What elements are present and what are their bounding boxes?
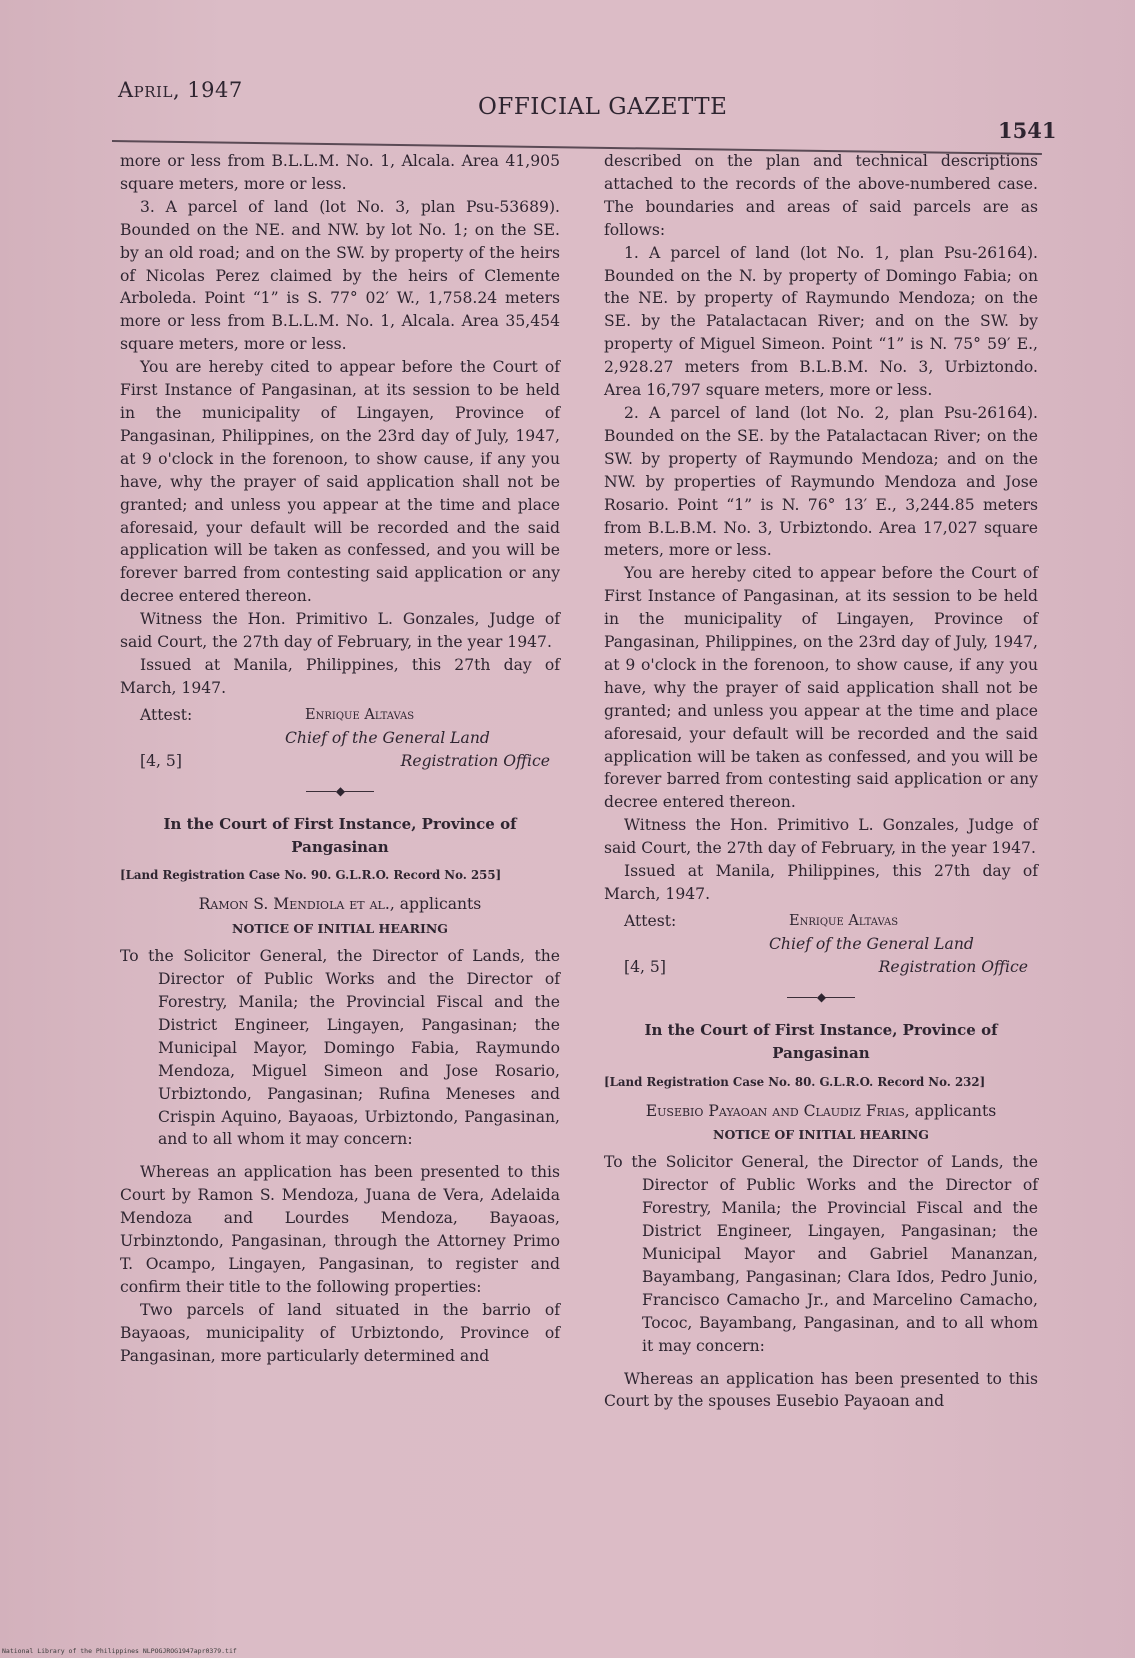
applicant-names: Ramon S. Mendiola et al. xyxy=(198,895,390,914)
attest-title-line2: Registration Office xyxy=(400,751,550,770)
attest-title-line2: Registration Office xyxy=(878,957,1028,976)
applicants-suffix: , applicants xyxy=(904,1101,997,1120)
paragraph: Whereas an application has been presented to this Court by the spouses Eusebio Payaoan and xyxy=(604,1369,1038,1411)
applicants-line xyxy=(120,893,560,916)
paragraph: more or less from B.L.L.M. No. 1, Alcala. Area 41,905 square meters, more or less. xyxy=(120,152,560,193)
archive-footer: National Library of the Philippines NLPOGJROG1947apr0379.tif xyxy=(2,1647,237,1655)
applicant-names: Eusebio Payaoan and Claudiz Frias xyxy=(645,1101,905,1120)
issue-date: April, 1947 xyxy=(118,78,243,102)
attest-name: Enrique Altavas xyxy=(789,912,899,929)
addressee-paragraph: To the Solicitor General, the Director of Lands, the Director of Public Works and the Director of Forestry, Manila; the Provincial Fiscal and the District Engineer, Lingayen, Pangasinan; the Municipal Mayor, Domingo Fabia, Raymundo Mendoza, Miguel Simeon and Jose Rosario, Urbiztondo, Pangasinan; Rufina Meneses and Crispin Aquino, Bayaoas, Urbiztondo, Pangasinan, and to all whom it may concern: xyxy=(120,947,560,1149)
applicants-suffix: , applicants xyxy=(389,895,482,914)
paragraph: 2. A parcel of land (lot No. 2, plan Psu-26164). Bounded on the SE. by the Patalactacan River; on the SW. by property of Raymundo Mendoza; and on the NW. by properties of Raymundo Mendoza and Jose Rosario. Point “1” is N. 76° 13′ E., 3,244.85 meters from B.L.B.M. No. 3, Urbiztondo. Area 17,027 square meters, more or less. xyxy=(604,403,1038,560)
attest-reference: [4, 5] xyxy=(140,751,182,770)
attest-reference: [4, 5] xyxy=(624,957,666,976)
paragraph: Issued at Manila, Philippines, this 27th day of March, 1947. xyxy=(604,862,1038,903)
attest-label: Attest: xyxy=(140,705,193,724)
court-heading: In the Court of First Instance, Province of Pangasinan xyxy=(163,814,517,856)
divider-diamond-icon: ◆ xyxy=(335,783,345,798)
attest-name: Enrique Altavas xyxy=(305,706,415,723)
left-column xyxy=(120,150,560,1368)
attest-title-line1: Chief of the General Land xyxy=(769,934,974,953)
notice-title: NOTICE OF INITIAL HEARING xyxy=(232,921,448,937)
paragraph: Witness the Hon. Primitivo L. Gonzales, Judge of said Court, the 27th day of February, in the year 1947. xyxy=(604,816,1038,858)
paragraph: Two parcels of land situated in the barrio of Bayaoas, municipality of Urbiztondo, Province of Pangasinan, more particularly determined and xyxy=(120,1300,560,1365)
paragraph: You are hereby cited to appear before the Court of First Instance of Pangasinan, at its session to be held in the municipality of Lingayen, Province of Pangasinan, Philippines, on the 23rd day of July, 1947, at 9 o'clock in the forenoon, to show cause, if any you have, why the prayer of said application shall not be granted; and unless you appear at the time and place aforesaid, your default will be recorded and the said application will be taken as confessed, and you will be forever barred from contesting said application or any decree entered thereon. xyxy=(120,358,560,606)
paragraph: Whereas an application has been presented to this Court by Ramon S. Mendoza, Juana de Vera, Adelaida Mendoza and Lourdes Mendoza, Bayaoas, Urbinztondo, Pangasinan, through the Attorney Primo T. Ocampo, Lingayen, Pangasinan, to register and confirm their title to the following properties: xyxy=(120,1163,560,1296)
paragraph: described on the plan and technical descriptions attached to the records of the above-numbered case. The boundaries and areas of said parcels are as follows: xyxy=(604,152,1038,239)
page-number: 1541 xyxy=(998,118,1057,143)
applicants-line xyxy=(604,1100,1038,1123)
paragraph: 3. A parcel of land (lot No. 3, plan Psu-53689). Bounded on the NE. and NW. by lot No. 1; on the SE. by an old road; and on the SW. by property of the heirs of Nicolas Perez claimed by the heirs of Clemente Arboleda. Point “1” is S. 77° 02′ W., 1,758.24 meters more or less from B.L.L.M. No. 1, Alcala. Area 35,454 square meters, more or less. xyxy=(120,197,560,354)
attestation-block xyxy=(120,704,560,774)
section-divider xyxy=(120,780,560,803)
divider-diamond-icon: ◆ xyxy=(816,989,826,1004)
section-divider xyxy=(604,986,1038,1009)
publication-title: OFFICIAL GAZETTE xyxy=(478,94,728,120)
addressee-paragraph: To the Solicitor General, the Director of Lands, the Director of Public Works and the Director of Forestry, Manila; the Provincial Fiscal and the District Engineer, Lingayen, Pangasinan; the Municipal Mayor and Gabriel Mananzan, Bayambang, Pangasinan; Clara Idos, Pedro Junio, Francisco Camacho Jr., and Marcelino Camacho, Tococ, Bayambang, Pangasinan, and to all whom it may concern: xyxy=(604,1153,1038,1355)
paragraph: Witness the Hon. Primitivo L. Gonzales, Judge of said Court, the 27th day of February, in the year 1947. xyxy=(120,610,560,652)
paragraph: You are hereby cited to appear before the Court of First Instance of Pangasinan, at its session to be held in the municipality of Lingayen, Province of Pangasinan, Philippines, on the 23rd day of July, 1947, at 9 o'clock in the forenoon, to show cause, if any you have, why the prayer of said application shall not be granted; and unless you appear at the time and place aforesaid, your default will be recorded and the said application will be taken as confessed, and you will be forever barred from contesting said application or any decree entered thereon. xyxy=(604,564,1038,812)
attestation-block xyxy=(604,910,1038,980)
case-record: [Land Registration Case No. 80. G.L.R.O. Record No. 232] xyxy=(604,1074,986,1089)
right-column xyxy=(604,150,1038,1413)
notice-title: NOTICE OF INITIAL HEARING xyxy=(713,1127,929,1143)
attest-title-line1: Chief of the General Land xyxy=(285,728,490,747)
case-record: [Land Registration Case No. 90. G.L.R.O. Record No. 255] xyxy=(120,868,502,883)
paragraph: Issued at Manila, Philippines, this 27th day of March, 1947. xyxy=(120,655,560,697)
paragraph: 1. A parcel of land (lot No. 1, plan Psu-26164). Bounded on the N. by property of Domingo Fabia; on the NE. by property of Raymundo Mendoza; on the SE. by the Patalactacan River; and on the SW. by property of Miguel Simeon. Point “1” is N. 75° 59′ E., 2,928.27 meters from B.L.B.M. No. 3, Urbiztondo. Area 16,797 square meters, more or less. xyxy=(604,243,1038,400)
attest-label: Attest: xyxy=(624,911,677,930)
court-heading: In the Court of First Instance, Province of Pangasinan xyxy=(644,1020,998,1062)
